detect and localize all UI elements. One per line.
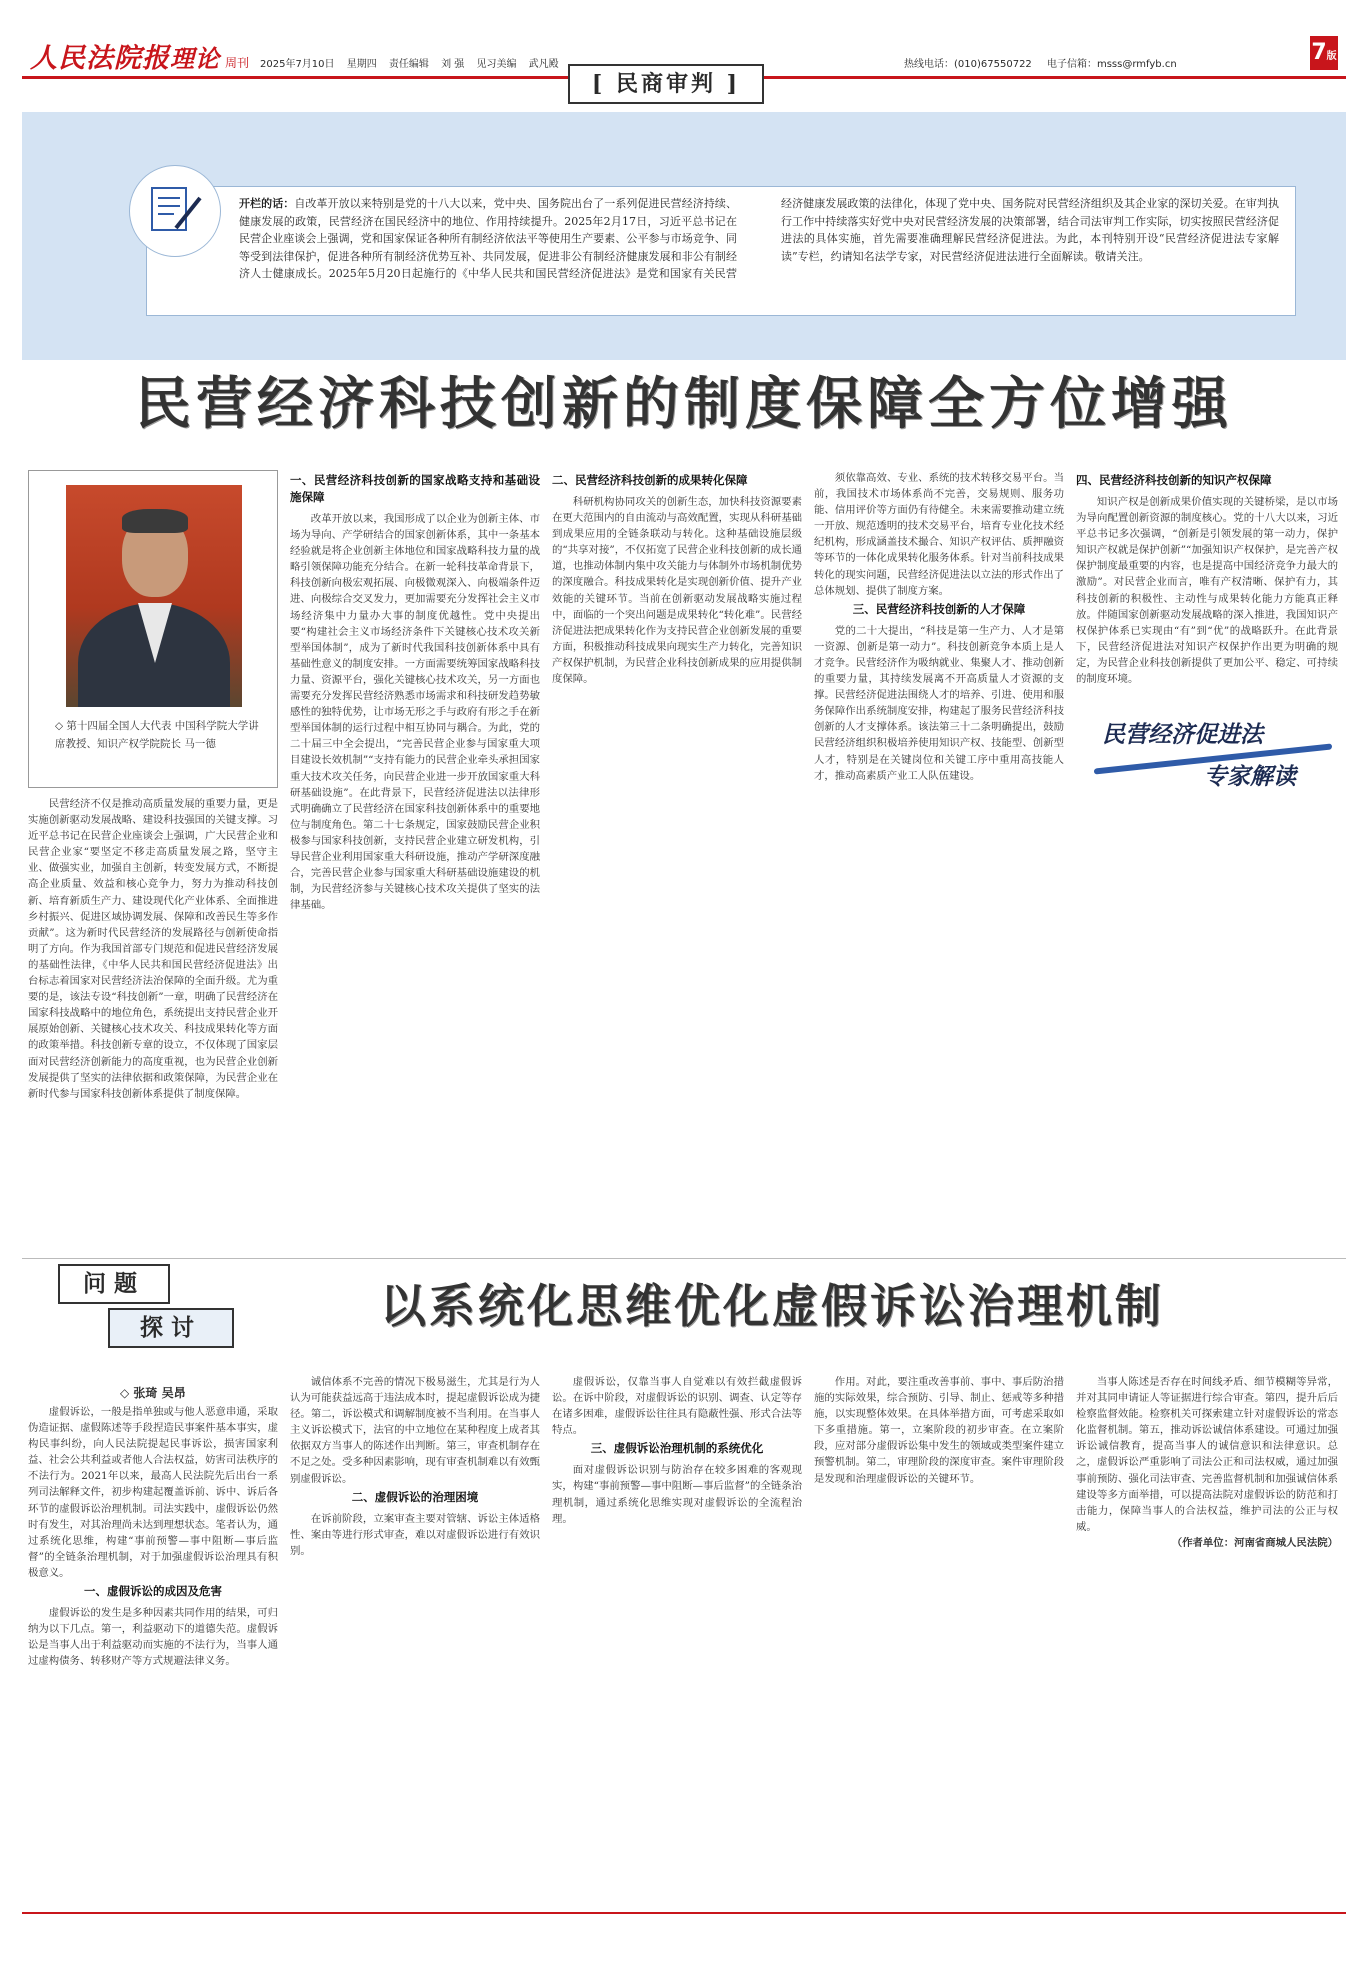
intern-name: 武凡殿 [528, 59, 559, 70]
article1-col1-text: 民营经济不仅是推动高质量发展的重要力量，更是实施创新驱动发展战略、建设科技强国的关键支撑。习近平总书记在民营企业座谈会上强调，广大民营企业和民营企业家“要坚定不移走高质量发展之路，坚守主业、做强实业，加强自主创新，转变发展方式，不断提高企业质量、效益和核心竞争力，努力为推动科技创新、培育新质生产力、建设现代化产业体系、全面推进乡村振兴、促进区域协调发展、保障和改善民生等多作贡献”。这为新时代民营经济的发展路径与创新使命指明了方向。作为我国首部专门规范和促进民营经济发展的基础性法律，《中华人民共和国民营经济促进法》出台标志着国家对民营经济法治保障的全面升级。尤为重要的是，该法专设“科技创新”一章，明确了民营经济在国家科技战略中的地位角色，系统提出支持民营企业开展原始创新、关键核心技术攻关、科技成果转化等方面的政策举措。科技创新专章的设立，不仅体现了国家层面对民营经济创新能力的高度重视，也为民营企业创新发展提供了坚实的法律依据和政策保障，为民营企业在新时代参与国家科技创新体系提供了制度保障。 [28, 798, 278, 1100]
article2-col5-text: 当事人陈述是否存在时间线矛盾、细节模糊等异常，并对其同申请证人等证据进行综合审查。第四，提升后后检察监督效能。检察机关可探索建立针对虚假诉讼的常态化监督机制。第五，推动诉讼诚信体系建设。可通过加强诉讼诚信教育，提高当事人的诚信意识和法律意识。总之，虚假诉讼严重影响了司法公正和司法权威，通过加强事前预防、强化司法审查、完善监督机制和加强诚信体系建设等多方面举措，可以提高法院对虚假诉讼的防范和打击能力，保障当事人的合法权益，维护司法的公正与权威。 [1076, 1376, 1338, 1533]
article1-col3 [552, 470, 802, 1208]
topic-badge [58, 1264, 246, 1362]
article2-col2-text: 诚信体系不完善的情况下极易滋生，尤其是行为人认为可能获益远高于违法成本时，提起虚假诉讼成为捷径。第二，诉讼模式和调解制度被不当利用。在当事人主义诉讼模式下，法官的中立地位在某种程度上成者其依据双方当事人的陈述作出判断。第三，审查机制存在不足之处。受多种因素影响，现有审查机制难以有效甄别虚假诉讼。 [290, 1376, 540, 1485]
article1-col4-text: 须依靠高效、专业、系统的技术转移交易平台。当前，我国技术市场体系尚不完善，交易规则、服务功能、信用评价等方面仍有待健全。未来需要推动建立统一开放、规范透明的技术交易平台，培育专业化技术经纪机构，形成涵盖技术撮合、知识产权评估、质押融资等环节的一体化成果转化服务体系。针对当前科技成果转化的现实问题，民营经济促进法以立法的形式作出了总体规划、提供了制度方案。 [814, 472, 1064, 597]
footer-rule [22, 1912, 1346, 1914]
editor-label: 责任编辑 [388, 59, 429, 70]
article2-author: ◇ 张琦 吴昂 [120, 1386, 186, 1400]
article1-col2 [290, 470, 540, 1208]
article-divider [22, 1258, 1346, 1259]
banner-line1: 民营经济促进法 [1102, 721, 1263, 748]
article2-col2b-text: 在诉前阶段，立案审查主要对管辖、诉讼主体适格性、案由等进行形式审查，难以对虚假诉讼进行有效识别。 [290, 1512, 540, 1557]
intro-box [146, 186, 1296, 316]
article1-col4b-text: 党的二十大提出，“科技是第一生产力、人才是第一资源、创新是第一动力”。科技创新竞争本质上是人才竞争。民营经济作为吸纳就业、集聚人才、推动创新的重要力量，其持续发展离不开高质量人才资源的支撑。民营经济促进法围绕人才的培养、引进、使用和服务保障作出系统制度安排，构建起了服务民营经济科技创新的人才支撑体系。该法第三十二条明确提出，鼓励民营经济组织积极培养使用知识产权、技能型、创新型人才，特别是在关键岗位和关键工序中重用高技能人才，推动高素质产业工人队伍建设。 [814, 624, 1064, 782]
author-photo [66, 485, 242, 707]
intro-lead: 开栏的话： [239, 197, 295, 210]
article2-col4-text: 作用。对此，要注重改善事前、事中、事后防治措施的实际效果，综合预防、引导、制止、惩戒等多种措施，以实现整体效果。在具体举措方面，可考虑采取如下多重措施。第一，立案阶段的初步审查。在立案阶段，应对部分虚假诉讼集中发生的领域或类型案件建立预警机制。第二，审理阶段的深度审查。案件审理阶段是发现和治理虚假诉讼的关键环节。 [814, 1376, 1064, 1485]
article1-h2: 二、民营经济科技创新的成果转化保障 [552, 473, 748, 487]
intro-body: 自改革开放以来特别是党的十八大以来，党中央、国务院出台了一系列促进民营经济持续、健康发展的政策，民营经济在国民经济中的地位、作用持续提升。2025年2月17日，习近平总书记在民营企业座谈会上强调，党和国家保证各种所有制经济依法平等使用生产要素、公平参与市场竞争、同等受到法律保护，促进各种所有制经济优势互补、共同发展，促进非公有制经济健康发展和非公有制经济人士健康成长。2025年5月20日起施行的《中华人民共和国民营经济促进法》是党和国家有关民营经济健康发展政策的法律化，体现了党中央、国务院对民营经济组织及其企业家的深切关爱。在审判执行工作中持续落实好党中央对民营经济发展的决策部署，结合司法审判工作实际，切实按照民营经济促进法的具体实施，首先需要准确理解民营经济促进法。为此，本刊特别开设“民营经济促进法专家解读”专栏，约请知名法学专家，对民营经济促进法进行全面解读。敬请关注。 [239, 197, 1279, 280]
article1-col5 [1076, 470, 1338, 702]
logo-suffix: 理论 [170, 44, 220, 73]
email: 电子信箱：msss@rmfyb.cn [1046, 59, 1177, 70]
topic-line1: 问题 [58, 1264, 170, 1304]
article2-col3b-text: 面对虚假诉讼识别与防治存在较多困难的客观现实，构建“事前预警—事中阻断—事后监督”的全链条治理机制，通过系统化思维实现对虚假诉讼的全流程治理。 [552, 1464, 802, 1525]
weekly-label: 周刊 [225, 56, 250, 70]
banner-line2: 专家解读 [1204, 763, 1296, 790]
article1-col1 [28, 796, 278, 1208]
article2-h2: 二、虚假诉讼的治理困境 [351, 1489, 479, 1504]
issue-date: 2025年7月10日 [260, 59, 335, 70]
article2-col4 [814, 1374, 1064, 1902]
article2-h1: 一、虚假诉讼的成因及危害 [84, 1584, 222, 1599]
page-number: 7 [1311, 40, 1327, 65]
article1-col2-text: 改革开放以来，我国形成了以企业为创新主体、市场为导向、产学研结合的国家创新体系，其中一条基本经验就是将企业创新主体地位和国家战略科技力量的战略引领保障功能充分结合。在新一轮科技革命背景下，科技创新向极宏观拓展、向极微观深入、向极端条件迈进、向极综合交叉发力，更加需要充分发挥社会主义市场经济集中力量办大事的制度优越性。党中央提出要“构建社会主义市场经济条件下关键核心技术攻关新型举国体制”，成为了新时代我国科技创新体系中具有基础性意义的制度安排。一方面需要统筹国家战略科技力量、资源平台，强化关键核心技术攻关，另一方面也需要充分发挥民营经济熟悉市场需求和科技研发趋势敏感性的独特优势，让市场无形之手与政府有形之手在新型举国体制的运行过程中相互协同与耦合。为此，党的二十届三中全会提出，“完善民营企业参与国家重大项目建设长效机制”“支持有能力的民营企业牵头承担国家重大技术攻关任务，向民营企业进一步开放国家重大科研基础设施”。在此背景下，民营经济促进法以法律形式明确确立了民营经济在国家科技创新体系中的重要地位与制度角色。第二十七条规定，国家鼓励民营企业积极参与国家科技创新，支持民营企业建立研发机构，引导民营企业利用国家重大科研设施，推动产学研深度融合，完善民营企业参与国家重大科研基础设施建设的机制，为民营经济参与关键核心技术攻关提供了坚实的法律基础。 [290, 513, 540, 912]
expert-column-banner [1094, 712, 1332, 804]
hotline: 热线电话：(010)67550722 [904, 59, 1032, 70]
article2-col2 [290, 1374, 540, 1902]
article2-h3: 三、虚假诉讼治理机制的系统优化 [590, 1441, 764, 1456]
intro-text [239, 195, 1279, 283]
editor-name: 刘 强 [441, 59, 465, 70]
portrait-caption: ◇ 第十四届全国人大代表 中国科学院大学讲席教授、知识产权学院院长 马一德 [55, 720, 259, 750]
page-suffix: 版 [1326, 51, 1337, 62]
article2-headline: 以系统化思维优化虚假诉讼治理机制 [380, 1279, 1164, 1333]
article1-h3: 三、民营经济科技创新的人才保障 [852, 601, 1026, 616]
intern-label: 见习美编 [476, 59, 517, 70]
section-tag: [ 民商审判 ] [568, 64, 764, 104]
article2-col3 [552, 1374, 802, 1902]
logo-text: 人民法院报 [30, 43, 170, 74]
article2-col5 [1076, 1374, 1338, 1902]
article1-col4 [814, 470, 1064, 1208]
article1-col5-text: 知识产权是创新成果价值实现的关键桥梁，是以市场为导向配置创新资源的制度核心。党的十八大以来，习近平总书记多次强调，“创新是引领发展的第一动力，保护知识产权就是保护创新”“加强知识产权保护，是完善产权保护制度最重要的内容，也是提高中国经济竞争力最大的激励”。对民营企业而言，唯有产权清晰、保护有力，其科技创新的积极性、主动性与成果转化能力方能真正释放。伴随国家创新驱动发展战略的深入推进，我国知识产权保护体系已实现由“有”到“优”的战略跃升。在此背景下，民营经济促进法对知识产权保护作出更为明确的规定，为民营企业科技创新提供了更加公平、稳定、可持续的制度环境。 [1076, 496, 1338, 686]
document-pen-icon [129, 165, 221, 257]
article1-h1: 一、民营经济科技创新的国家战略支持和基础设施保障 [290, 473, 540, 504]
article1-h4: 四、民营经济科技创新的知识产权保障 [1076, 473, 1272, 487]
article1-col3-text: 科研机构协同攻关的创新生态，加快科技资源要素在更大范围内的自由流动与高效配置，实现从科研基础到成果应用的全链条联动与转化。这种基础设施层级的“共享对接”，不仅拓宽了民营企业科技创新的成长通道，也推动体制内集中攻关能力与体制外市场机制优势的深度融合。科技成果转化是实现创新价值、提升产业效能的关键环节。当前在创新驱动发展战略实施过程中，面临的一个突出问题是成果转化“转化难”。民营经济促进法把成果转化作为支持民营企业创新发展的重要方面，积极推动科技成果向现实生产力转化，完善知识产权保护机制，为民营企业科技创新成果的应用提供制度保障。 [552, 496, 802, 686]
contact-meta [904, 55, 1189, 70]
article2-col1b-text: 虚假诉讼的发生是多种因素共同作用的结果，可归纳为以下几点。第一，利益驱动下的道德失范。虚假诉讼是当事人出于利益驱动而实施的不法行为，当事人通过虚构债务、转移财产等方式规避法律义务。 [28, 1607, 278, 1668]
newspaper-logo [30, 36, 220, 75]
issue-meta [260, 55, 568, 70]
article2-col1-text: 虚假诉讼，一般是指单独或与他人恶意串通，采取伪造证据、虚假陈述等手段捏造民事案件基本事实，虚构民事纠纷，向人民法院提起民事诉讼，损害国家利益、社会公共利益或者他人合法权益，妨害司法秩序的不法行为。2021年以来，最高人民法院先后出台一系列司法解释文件，初步构建起覆盖诉前、诉中、诉后各环节的虚假诉讼治理机制。司法实践中，虚假诉讼仍然时有发生，对其治理尚未达到理想状态。笔者认为，通过系统化思维，构建“事前预警—事中阻断—事后监督”的全链条治理机制，对于加强虚假诉讼治理具有积极意义。 [28, 1406, 278, 1579]
issue-weekday: 星期四 [346, 59, 377, 70]
article2-col3-text: 虚假诉讼，仅靠当事人自觉难以有效拦截虚假诉讼。在诉中阶段，对虚假诉讼的识别、调查、认定等存在诸多困难，虚假诉讼往往具有隐蔽性强、形式合法等特点。 [552, 1376, 802, 1437]
topic-line2: 探讨 [108, 1308, 234, 1348]
article1-headline: 民营经济科技创新的制度保障全方位增强 [135, 371, 1233, 437]
article2-signature: （作者单位：河南省商城人民法院） [1171, 1536, 1338, 1549]
page-number-badge [1310, 36, 1338, 70]
article2-col1 [28, 1404, 278, 1902]
author-portrait-box [28, 470, 278, 788]
